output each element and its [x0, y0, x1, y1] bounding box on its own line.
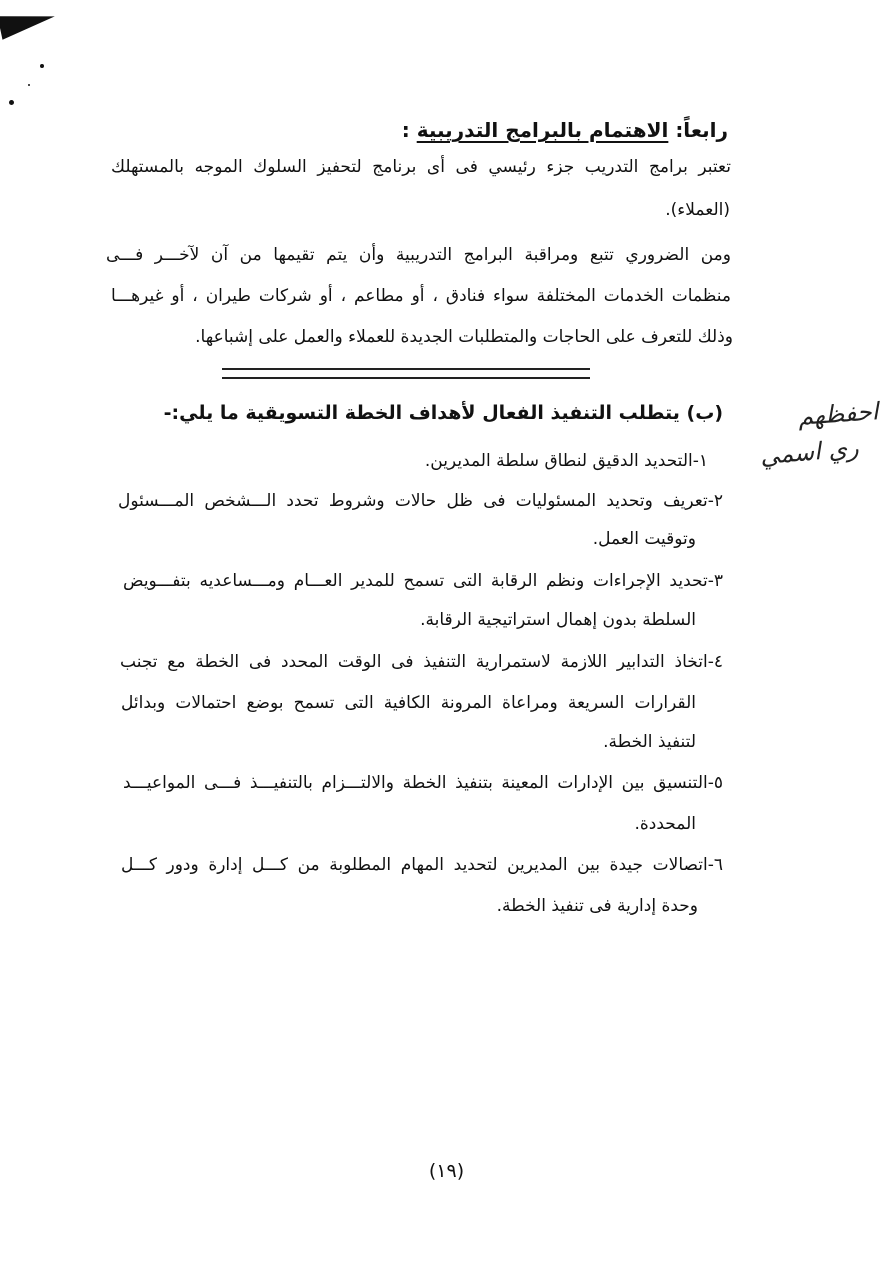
list-item-1 [425, 450, 708, 472]
heading-title: الاهتمام بالبرامج التدريبية [416, 118, 669, 142]
section-heading-b: (ب) يتطلب التنفيذ الفعال لأهداف الخطة التسويقية ما يلي:- [163, 402, 723, 424]
list-item-text: اتخاذ التدابير اللازمة لاستمرارية التنفيذ فى الوقت المحدد فى الخطة مع تجنب [120, 652, 708, 672]
list-item-number: ٢- [707, 491, 723, 511]
paragraph-2-line-1: ومن الضروري تتبع ومراقبة البرامج التدريبية وأن يتم تقيمها من آن لآخـــر فـــى [106, 245, 731, 265]
paragraph-1-line-1: تعتبر برامج التدريب جزء رئيسي فى أى برنامج لتحفيز السلوك الموجه بالمستهلك [111, 157, 731, 177]
list-item-number: ١- [692, 451, 708, 471]
list-item-number: ٤- [707, 652, 723, 672]
list-item-3 [123, 570, 723, 592]
scan-corner-mark [0, 5, 57, 40]
list-item-2-continuation: وتوقيت العمل. [592, 529, 696, 549]
list-item-2 [118, 490, 723, 512]
list-item-text: التنسيق بين الإدارات المعينة بتنفيذ الخطة والالتـــزام بالتنفيـــذ فـــى المواعيـــد [123, 773, 708, 793]
list-item-4 [120, 651, 723, 673]
list-item-number: ٦- [707, 855, 723, 875]
paragraph-2-line-2: منظمات الخدمات المختلفة سواء فنادق ، أو مطاعم ، أو شركات طيران ، أو غيرهـــا [111, 286, 731, 306]
scan-speck [9, 100, 14, 105]
list-item-text: اتصالات جيدة بين المديرين لتحديد المهام المطلوبة من كـــل إدارة ودور كـــل [121, 855, 708, 875]
list-item-4-continuation: لتنفيذ الخطة. [603, 732, 696, 752]
list-item-5-continuation: المحددة. [634, 814, 696, 834]
section-heading-fourth [402, 118, 728, 142]
paragraph-1-line-2: (العملاء). [665, 200, 730, 220]
handwritten-note-line-2: ري اسمي [759, 433, 861, 471]
list-item-number: ٣- [707, 571, 723, 591]
list-item-text: التحديد الدقيق لنطاق سلطة المديرين. [424, 451, 693, 471]
scan-speck [28, 84, 30, 86]
list-item-6 [121, 854, 723, 876]
list-item-3-continuation: السلطة بدون إهمال استراتيجية الرقابة. [420, 610, 696, 630]
handwritten-note-line-1: احفظهم [796, 397, 879, 431]
heading-label: رابعاً: [675, 118, 728, 142]
list-item-text: تعريف وتحديد المسئوليات فى ظل حالات وشروط تحدد الـــشخص المـــسئول [118, 491, 708, 511]
section-divider [222, 368, 590, 379]
heading-colon: : [401, 118, 410, 142]
list-item-4-continuation: القرارات السريعة ومراعاة المرونة الكافية التى تسمح بوضع احتمالات وبدائل [121, 693, 696, 713]
list-item-5 [123, 772, 723, 794]
page-number: (١٩) [428, 1160, 465, 1182]
list-item-6-continuation: وحدة إدارية فى تنفيذ الخطة. [496, 896, 698, 916]
scan-speck [40, 64, 44, 68]
paragraph-2-line-3: وذلك للتعرف على الحاجات والمتطلبات الجديدة للعملاء والعمل على إشباعها. [195, 327, 733, 347]
list-item-text: تحديد الإجراءات ونظم الرقابة التى تسمح للمدير العـــام ومـــساعديه بتفـــويض [123, 571, 708, 591]
list-item-number: ٥- [707, 773, 723, 793]
